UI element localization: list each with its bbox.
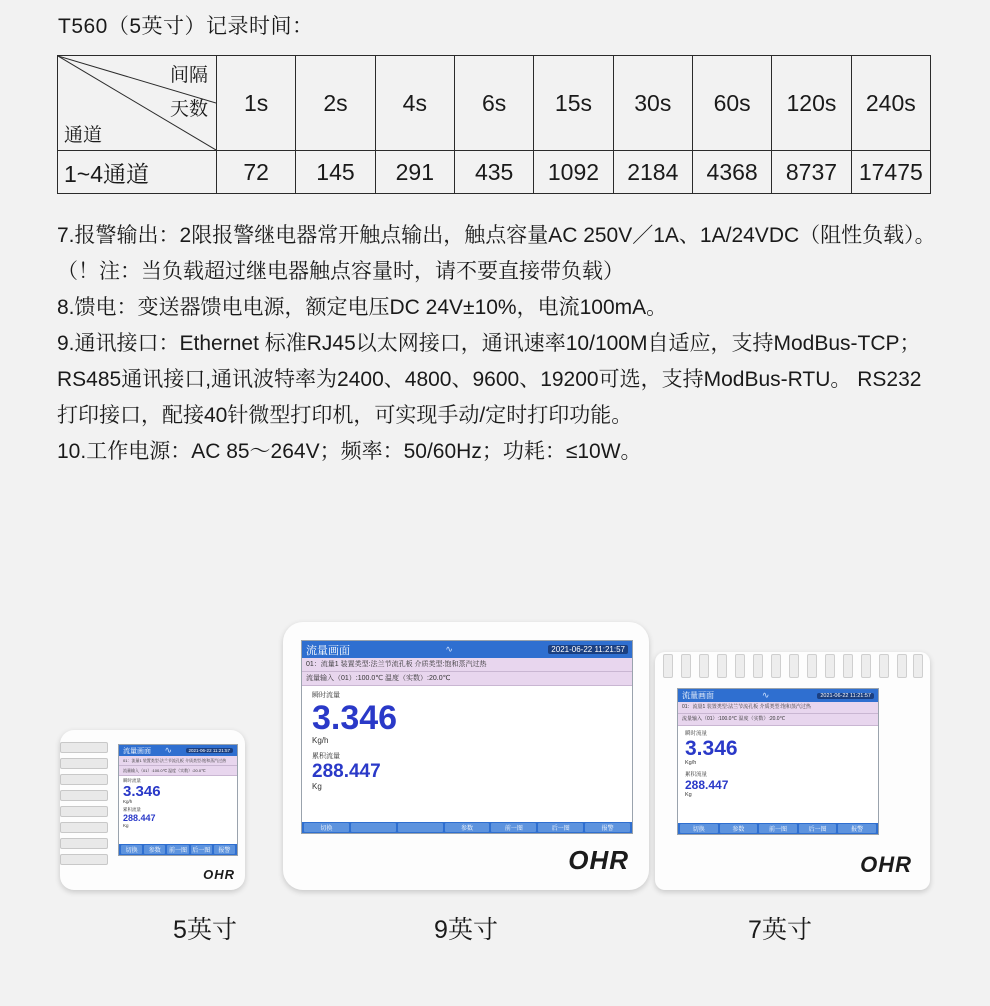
- table-cell: 17475: [851, 151, 930, 194]
- screen-timestamp: 2021-06-22 11:21:57: [548, 645, 628, 654]
- table-col-header: 15s: [534, 56, 613, 151]
- total-flow-label: 累积流量: [312, 753, 340, 760]
- table-cell: 145: [296, 151, 375, 194]
- table-col-header: 30s: [613, 56, 692, 151]
- device-9-inch: [283, 622, 649, 890]
- device-screen-5[interactable]: [118, 744, 238, 856]
- waveform-icon: ∿: [164, 745, 173, 755]
- softkey[interactable]: 报警: [585, 823, 630, 832]
- corner-label-channel: 通道: [64, 125, 103, 146]
- screen-softkeys-7[interactable]: [678, 823, 878, 834]
- instant-flow-unit: Kg/h: [123, 799, 133, 804]
- screen-softkeys-5[interactable]: [119, 844, 237, 855]
- table-cell: 72: [217, 151, 296, 194]
- record-time-table: [57, 55, 931, 194]
- device-5-inch: [60, 730, 245, 890]
- screen-title-bar: [678, 689, 878, 702]
- table-cell: 2184: [613, 151, 692, 194]
- spec-paragraph-7: 7.报警输出：2限报警继电器常开触点输出，触点容量AC 250V／1A、1A/24VDC（阻性负载）。（！注：当负载超过继电器触点容量时，请不要直接带负载）: [57, 224, 936, 283]
- softkey[interactable]: [398, 823, 443, 832]
- corner-label-interval: 间隔: [169, 65, 208, 86]
- instant-flow-value: 3.346: [123, 783, 161, 800]
- screen-title: 流量画面: [123, 747, 151, 755]
- total-flow-unit: Kg: [685, 792, 692, 798]
- device-caption-9: 9英寸: [434, 916, 498, 944]
- softkey[interactable]: 后一图: [799, 824, 837, 833]
- softkey[interactable]: 报警: [214, 845, 235, 854]
- device-screen-7[interactable]: [677, 688, 879, 835]
- screen-body-5: [119, 776, 237, 850]
- screen-title: 流量画面: [682, 691, 714, 700]
- softkey[interactable]: 切换: [680, 824, 718, 833]
- softkey[interactable]: 参数: [445, 823, 490, 832]
- screen-title-bar: [119, 745, 237, 756]
- screen-timestamp: 2021-06-22 11:21:57: [186, 748, 233, 753]
- brand-logo: OHR: [568, 845, 629, 875]
- softkey[interactable]: 前一图: [759, 824, 797, 833]
- product-photo-group: [0, 600, 990, 1006]
- total-flow-label: 累积流量: [685, 772, 708, 778]
- table-col-header: 2s: [296, 56, 375, 151]
- table-col-header: 1s: [217, 56, 296, 151]
- total-flow-value: 288.447: [685, 778, 729, 792]
- table-row-label: 1~4通道: [58, 151, 217, 194]
- device-7-inch: [655, 652, 930, 890]
- table-cell: 1092: [534, 151, 613, 194]
- total-flow-unit: Kg: [312, 782, 322, 791]
- waveform-icon: ∿: [761, 690, 770, 700]
- screen-info-line-2: 流量输入（01）:100.0℃ 温度（实数）:20.0℃: [678, 714, 878, 726]
- softkey[interactable]: 后一图: [538, 823, 583, 832]
- instant-flow-label: 瞬时流量: [123, 778, 141, 783]
- softkey[interactable]: 参数: [720, 824, 758, 833]
- softkey[interactable]: [351, 823, 396, 832]
- page-title: T560（5英寸）记录时间：: [58, 15, 314, 38]
- softkey[interactable]: 前一图: [167, 845, 188, 854]
- instant-flow-value: 3.346: [312, 699, 398, 737]
- table-col-header: 120s: [772, 56, 851, 151]
- table-col-header: 4s: [375, 56, 454, 151]
- instant-flow-value: 3.346: [685, 737, 738, 760]
- softkey[interactable]: 前一图: [491, 823, 536, 832]
- table-corner-cell: [58, 56, 217, 151]
- screen-title-bar: [302, 641, 632, 658]
- table-col-header: 240s: [851, 56, 930, 151]
- device-caption-7: 7英寸: [748, 916, 812, 944]
- total-flow-unit: Kg: [123, 823, 129, 828]
- softkey[interactable]: 切换: [304, 823, 349, 832]
- table-row: [58, 151, 931, 194]
- screen-body-7: [678, 726, 878, 828]
- instant-flow-label: 瞬时流量: [685, 731, 708, 737]
- softkey[interactable]: 报警: [838, 824, 876, 833]
- total-flow-value: 288.447: [312, 761, 381, 782]
- waveform-icon: ∿: [445, 644, 453, 654]
- total-flow-value: 288.447: [123, 813, 156, 823]
- table-header-row: [58, 56, 931, 151]
- softkey[interactable]: 切换: [121, 845, 142, 854]
- corner-label-days: 天数: [169, 99, 208, 120]
- terminal-fins: [60, 730, 108, 890]
- brand-logo: OHR: [860, 852, 912, 877]
- device-caption-5: 5英寸: [173, 916, 237, 944]
- screen-info-line-1: 01：流量1 装置类型:法兰节流孔板 介质类型:饱和蒸汽过热: [119, 756, 237, 766]
- screen-softkeys-9[interactable]: [302, 822, 632, 833]
- softkey[interactable]: 参数: [144, 845, 165, 854]
- spec-paragraph-8: 8.馈电：变送器馈电电源，额定电压DC 24V±10%，电流100mA。: [57, 296, 668, 319]
- instant-flow-unit: Kg/h: [312, 736, 329, 745]
- table-col-header: 6s: [454, 56, 533, 151]
- screen-timestamp: 2021-06-22 11:21:57: [817, 693, 874, 699]
- screen-info-line-1: 01：流量1 装置类型:法兰节流孔板 介质类型:饱和蒸汽过热: [302, 658, 632, 672]
- table-cell: 435: [454, 151, 533, 194]
- terminal-fins-top: [655, 652, 930, 678]
- screen-title: 流量画面: [306, 644, 350, 657]
- spec-paragraph-10: 10.工作电源：AC 85～264V；频率：50/60Hz；功耗：≤10W。: [57, 440, 642, 463]
- table-col-header: 60s: [692, 56, 771, 151]
- brand-logo: OHR: [203, 867, 235, 882]
- spec-paragraph-9: 9.通讯接口：Ethernet 标准RJ45以太网接口，通讯速率10/100M自适应，支持ModBus-TCP；RS485通讯接口,通讯波特率为2400、4800、9600、19200可选，支持ModBus-RTU。 RS232打印接口，配接40针微型打印机，可实现手动/定时打印功能。: [57, 332, 922, 427]
- screen-info-line-1: 01：流量1 装置类型:法兰节流孔板 介质类型:饱和蒸汽过热: [678, 702, 878, 714]
- table-cell: 4368: [692, 151, 771, 194]
- softkey[interactable]: 后一图: [191, 845, 212, 854]
- screen-body-9: [302, 686, 632, 829]
- screen-info-line-2: 流量输入（01）:100.0℃ 温度（实数）:20.0℃: [119, 766, 237, 776]
- specification-text: [57, 218, 941, 470]
- screen-info-line-2: 流量输入（01）:100.0℃ 温度（实数）:20.0℃: [302, 672, 632, 686]
- device-screen-9[interactable]: [301, 640, 633, 834]
- instant-flow-label: 瞬时流量: [312, 692, 340, 699]
- instant-flow-unit: Kg/h: [685, 760, 697, 766]
- table-cell: 8737: [772, 151, 851, 194]
- total-flow-label: 累积流量: [123, 807, 141, 812]
- table-cell: 291: [375, 151, 454, 194]
